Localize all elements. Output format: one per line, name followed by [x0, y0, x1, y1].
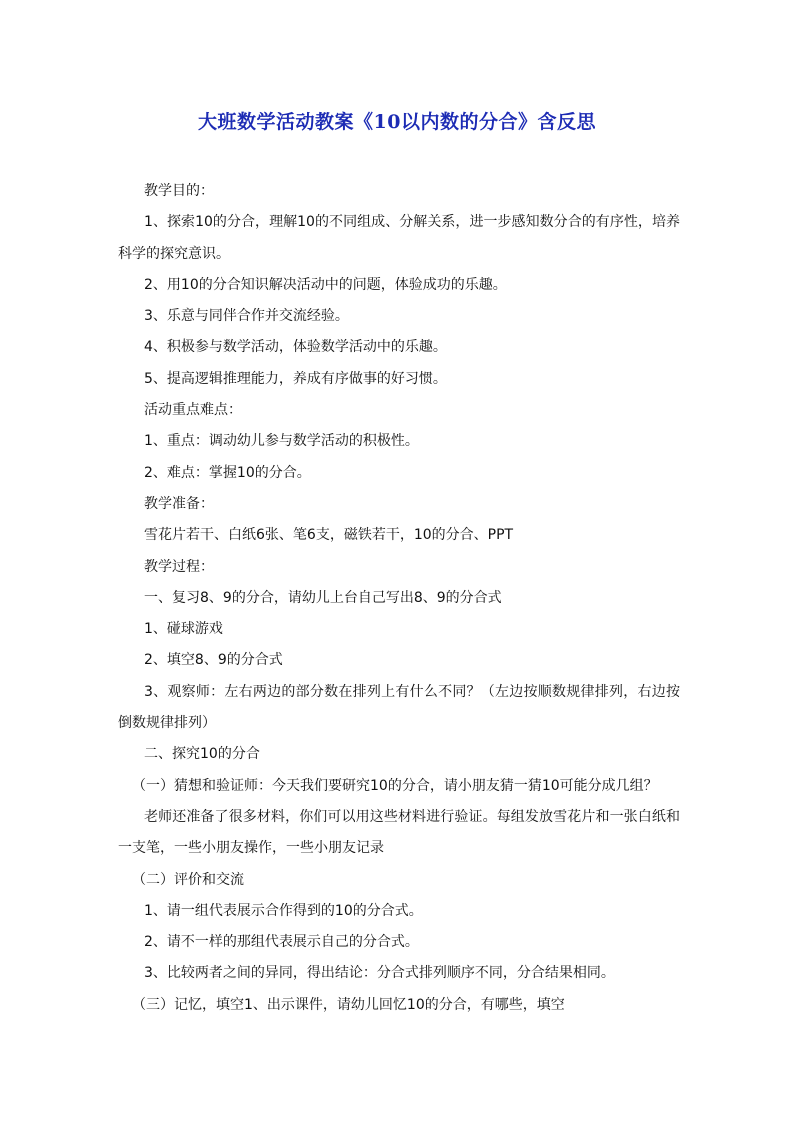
paragraph-step-2-memory: （三）记忆，填空1、出示课件，请幼儿回忆10的分合，有哪些，填空 — [132, 996, 565, 1013]
paragraph-step-1-3: 3、观察师：左右两边的部分数在排列上有什么不同？（左边按顺数规律排列，右边按倒数规律排列） — [118, 683, 680, 732]
paragraph-step-2-evaluate: （二）评价和交流 — [132, 871, 244, 888]
paragraph-materials: 雪花片若干、白纸6张、笔6支，磁铁若干，10的分合、PPT — [144, 527, 514, 544]
paragraph-goal-2: 2、用10的分合知识解决活动中的问题，体验成功的乐趣。 — [144, 276, 507, 293]
paragraph-evaluate-1: 1、请一组代表展示合作得到的10的分合式。 — [144, 902, 423, 919]
paragraph-goal-1: 1、探索10的分合，理解10的不同组成、分解关系，进一步感知数分合的有序性，培养科学的探究意识。 — [118, 214, 680, 262]
document-title: 大班数学活动教案《10以内数的分合》含反思 — [198, 111, 596, 133]
paragraph-step-1-1: 1、碰球游戏 — [144, 621, 223, 638]
section-heading-key-points: 活动重点难点： — [144, 402, 242, 419]
paragraph-goal-5: 5、提高逻辑推理能力，养成有序做事的好习惯。 — [144, 370, 447, 387]
paragraph-difficult-point: 2、难点：掌握10的分合。 — [144, 464, 311, 481]
paragraph-key-point: 1、重点：调动幼儿参与数学活动的积极性。 — [144, 433, 419, 450]
section-heading-process: 教学过程： — [144, 558, 214, 575]
paragraph-step-1-2: 2、填空8、9的分合式 — [144, 652, 283, 669]
document-body — [118, 176, 680, 1021]
paragraph-step-2: 二、探究10的分合 — [144, 746, 260, 763]
section-heading-preparation: 教学准备： — [144, 495, 214, 512]
paragraph-goal-3: 3、乐意与同伴合作并交流经验。 — [144, 308, 349, 325]
paragraph-step-1: 一、复习8、9的分合，请幼儿上台自己写出8、9的分合式 — [144, 589, 502, 606]
paragraph-evaluate-3: 3、比较两者之间的异同，得出结论：分合式排列顺序不同，分合结果相同。 — [144, 965, 615, 982]
paragraph-goal-4: 4、积极参与数学活动，体验数学活动中的乐趣。 — [144, 339, 447, 356]
paragraph-step-2-guess: （一）猜想和验证师：今天我们要研究10的分合，请小朋友猜一猜10可能分成几组？ — [132, 777, 658, 794]
paragraph-step-2-materials: 老师还准备了很多材料，你们可以用这些材料进行验证。每组发放雪花片和一张白纸和一支笔，一些小朋友操作，一些小朋友记录 — [118, 808, 680, 857]
paragraph-evaluate-2: 2、请不一样的那组代表展示自己的分合式。 — [144, 934, 419, 951]
section-heading-teaching-goals: 教学目的： — [144, 183, 214, 199]
